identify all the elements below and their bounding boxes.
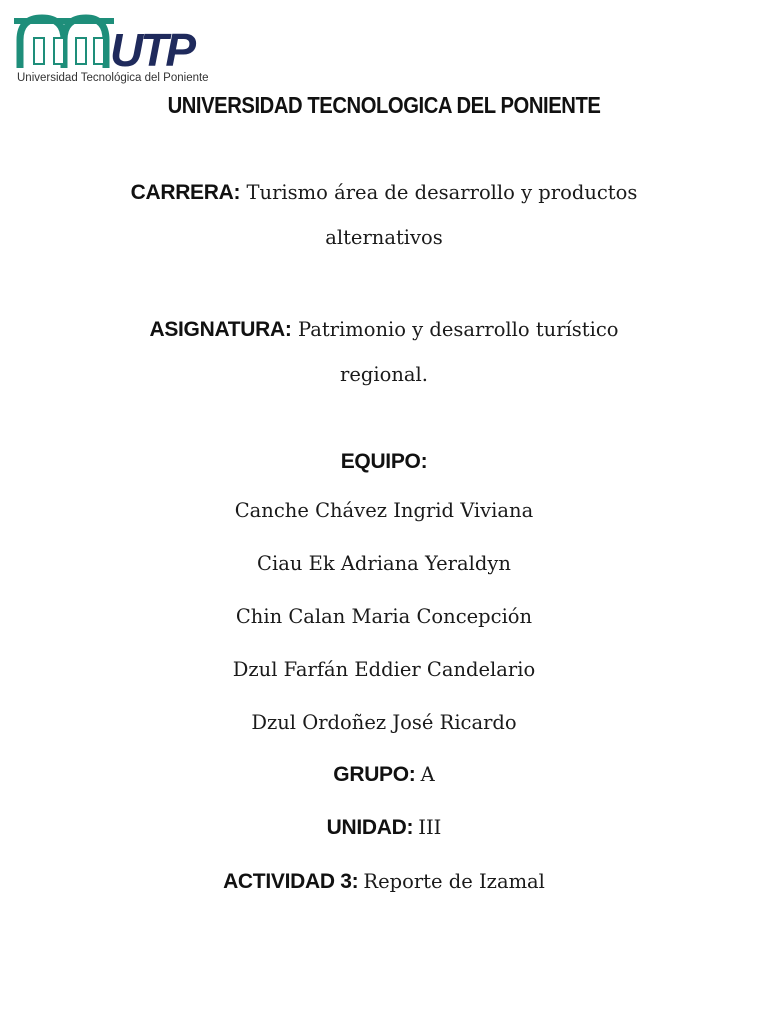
grupo-value: A xyxy=(420,763,435,786)
unidad-row xyxy=(0,816,768,840)
unidad-label: UNIDAD: xyxy=(326,816,414,839)
unidad-value: III xyxy=(418,816,442,839)
asignatura-value-line1: Patrimonio y desarrollo turístico xyxy=(297,318,619,341)
equipo-label: EQUIPO: xyxy=(340,450,428,473)
asignatura-section xyxy=(100,307,668,397)
carrera-label: CARRERA: xyxy=(130,181,241,204)
actividad-label: ACTIVIDAD 3: xyxy=(223,870,359,893)
logo-wordmark: UTP xyxy=(110,24,193,72)
page-title: UNIVERSIDAD TECNOLOGICA DEL PONIENTE xyxy=(167,92,601,118)
logo-caption: Universidad Tecnológica del Poniente xyxy=(17,72,209,84)
equipo-heading xyxy=(0,450,768,474)
team-member: Dzul Ordoñez José Ricardo xyxy=(251,711,517,734)
team-member: Chin Calan Maria Concepción xyxy=(235,605,533,628)
actividad-value: Reporte de Izamal xyxy=(363,870,545,893)
actividad-row xyxy=(0,870,768,894)
arches-logo-icon xyxy=(14,10,214,72)
asignatura-label: ASIGNATURA: xyxy=(149,318,292,341)
team-member: Dzul Farfán Eddier Candelario xyxy=(232,658,536,681)
team-member: Canche Chávez Ingrid Viviana xyxy=(234,499,534,522)
grupo-label: GRUPO: xyxy=(333,763,416,786)
carrera-value-line2: alternativos xyxy=(325,226,443,249)
grupo-row xyxy=(0,763,768,787)
university-logo xyxy=(14,10,214,88)
asignatura-value-line2: regional. xyxy=(340,363,428,386)
carrera-value-line1: Turismo área de desarrollo y productos xyxy=(246,181,638,204)
carrera-section xyxy=(100,170,668,260)
team-member: Ciau Ek Adriana Yeraldyn xyxy=(257,552,511,575)
